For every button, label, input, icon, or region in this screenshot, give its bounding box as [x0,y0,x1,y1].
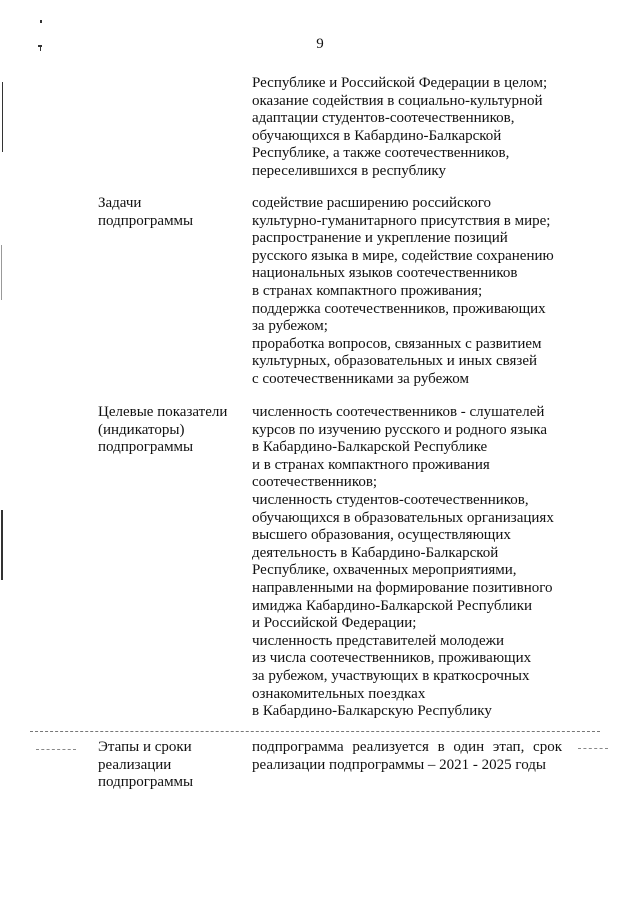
row-content [252,404,582,721]
content-line: с соотечественниками за рубежом [252,370,469,387]
content-line: за рубежом, участвующих в краткосрочных [252,667,530,684]
content-line: численность студентов-соотечественников, [252,491,529,508]
scan-edge-line [1,510,3,580]
content-line: Республике и Российской Федерации в целом; [252,75,548,91]
content-line: численность соотечественников - слушателей [252,404,545,420]
content-line: Республике, охваченных мероприятиями, [252,562,517,579]
content-line: курсов по изучению русского и родного языка [252,421,548,438]
label-line: (индикаторы) [98,421,185,438]
label-line: Целевые показатели [98,404,228,420]
row-label [98,195,248,230]
content-line: и Российской Федерации; [252,615,417,632]
content-line: в Кабардино-Балкарской Республике [252,439,488,456]
content-line: поддержка соотечественников, проживающих [252,300,546,317]
content-line: культурно-гуманитарного присутствия в мире; [252,212,551,229]
row-label [98,404,248,457]
row-label [98,739,248,792]
content-line: обучающихся в образовательных организациях [252,509,554,526]
scan-divider-line [30,731,600,732]
scan-mark [40,20,42,23]
content-line: содействие расширению российского [252,195,492,211]
label-line: реализации [98,756,172,773]
content-line: оказание содействия в социально-культурной [252,92,543,109]
content-line: и в странах компактного проживания [252,456,490,473]
row-content [252,739,562,774]
scan-dash-mark [36,749,76,750]
content-line: деятельность в Кабардино-Балкарской [252,544,499,561]
content-line: культурных, образовательных и иных связей [252,353,538,370]
scan-edge-line [1,245,2,300]
content-line: распространение и укрепление позиций [252,230,508,247]
row-content [252,195,582,389]
content-line: имиджа Кабардино-Балкарской Республики [252,597,533,614]
content-line: направленными на формирование позитивного [252,579,553,596]
content-line: адаптации студентов-соотечественников, [252,110,515,127]
row-content [252,75,582,181]
label-line: Задачи [98,195,142,211]
content-line: Республике, а также соотечественников, [252,145,510,162]
content-line: из числа соотечественников, проживающих [252,650,532,667]
content-line: национальных языков соотечественников [252,265,518,282]
content-line: в странах компактного проживания; [252,282,483,299]
content-line: ознакомительных поездках [252,685,426,702]
label-line: Этапы и сроки [98,739,192,755]
page-number: 9 [316,36,324,52]
scan-edge-line [2,82,3,152]
content-line: численность представителей молодежи [252,632,505,649]
content-line: в Кабардино-Балкарскую Республику [252,703,492,720]
content-line: подпрограмма реализуется в один этап, срок [252,739,562,755]
content-line: русского языка в мире, содействие сохранению [252,247,554,264]
content-line: реализации подпрограммы – 2021 - 2025 годы [252,756,546,773]
label-line: подпрограммы [98,439,194,456]
content-line: за рубежом; [252,318,328,335]
content-line: высшего образования, осуществляющих [252,527,511,544]
label-line: подпрограммы [98,774,194,791]
content-line: проработка вопросов, связанных с развитием [252,335,542,352]
content-line: обучающихся в Кабардино-Балкарской [252,127,502,144]
label-line: подпрограммы [98,212,194,229]
scan-dash-mark [578,748,608,749]
content-line: переселившихся в республику [252,162,446,179]
content-line: соотечественников; [252,474,378,491]
